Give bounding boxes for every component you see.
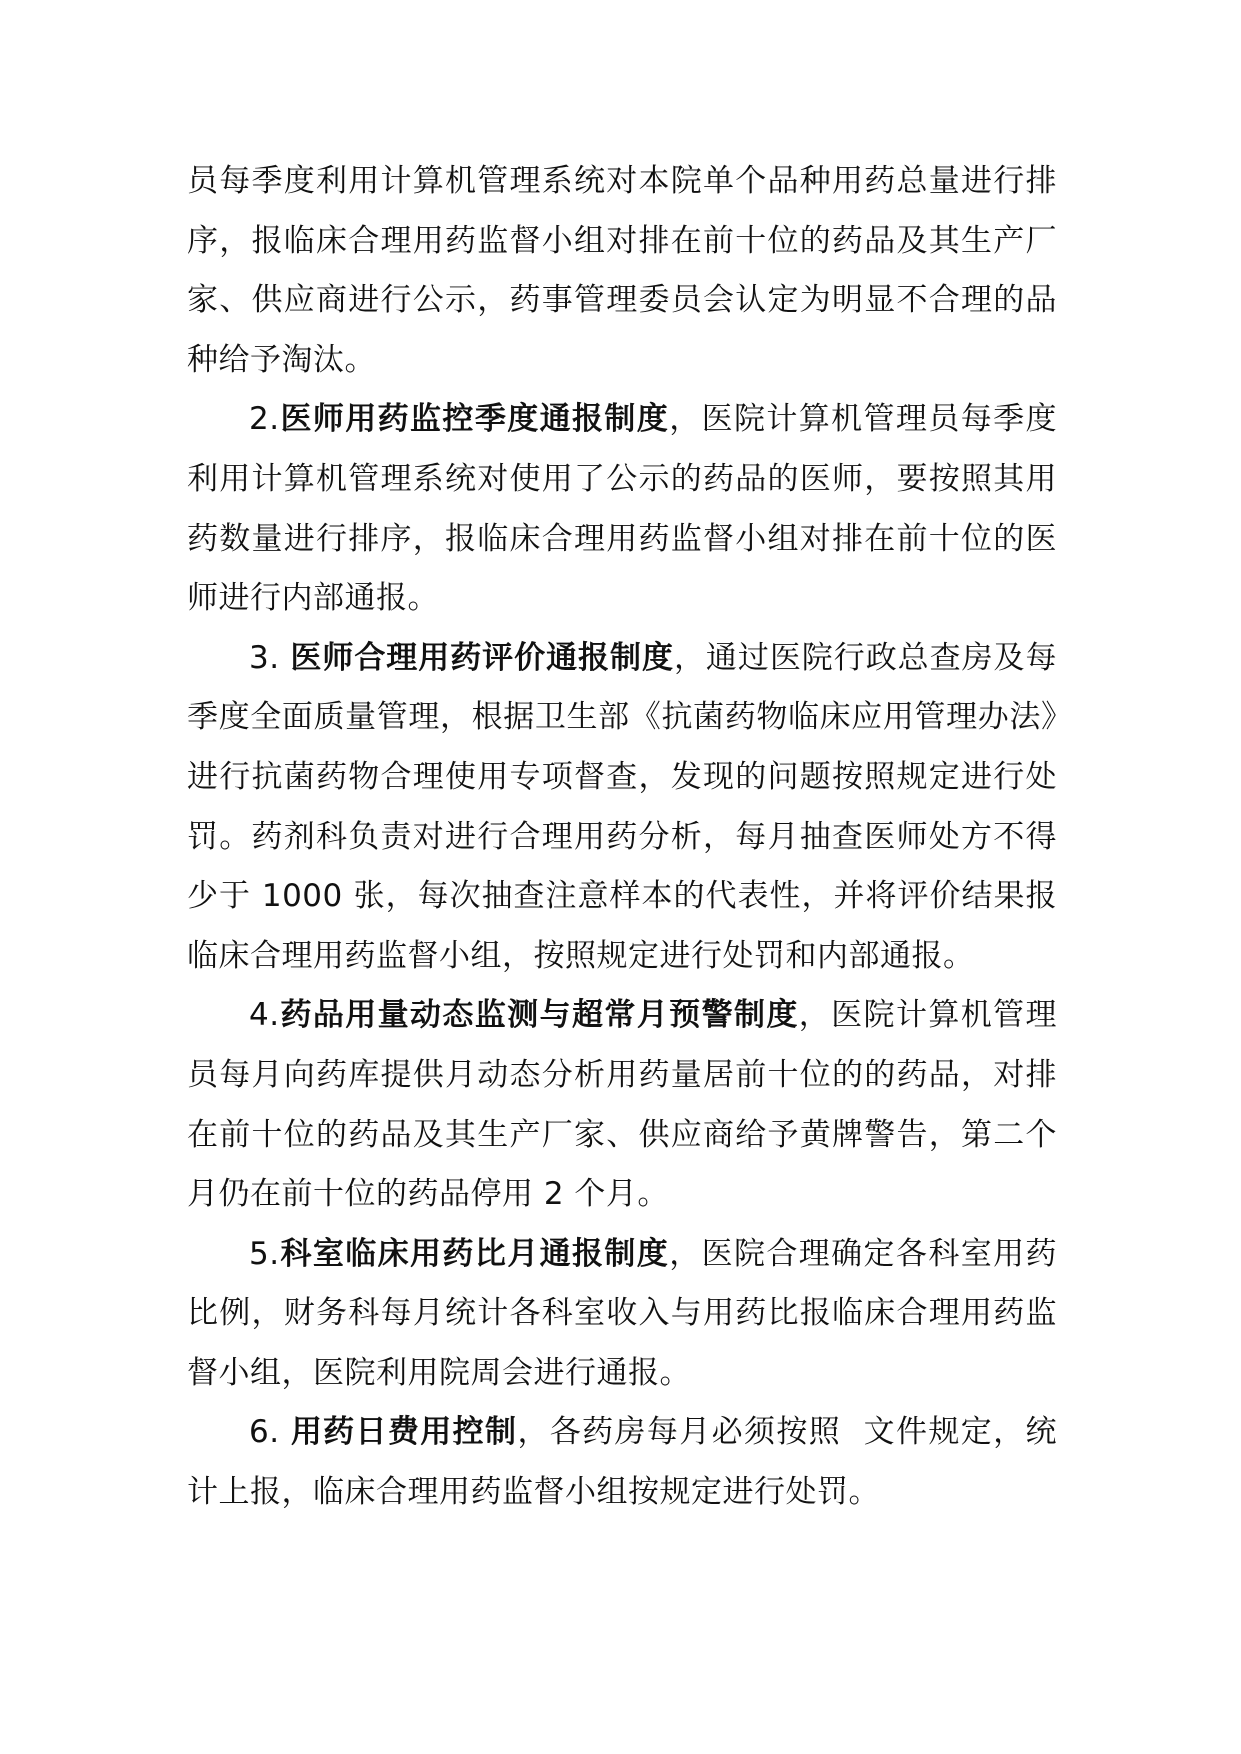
paragraph-2 [187,390,1057,628]
paragraph-text: ，医院计算机管理员每月向药库提供月动态分析用药量居前十位的的药品，对排在前十位的药品及其生产厂家、供应商给予黄牌警告，第二个月仍在前十位的药品停用 2 个月。 [187,997,1058,1213]
paragraph-text: ，医院计算机管理员每季度利用计算机管理系统对使用了公示的药品的医师，要按照其用药数量进行排序，报临床合理用药监督小组对排在前十位的医师进行内部通报。 [187,401,1058,617]
paragraph-number: 2. [249,401,280,438]
paragraph-heading: 用药日费用控制 [290,1414,518,1451]
paragraph-heading: 医师用药监控季度通报制度 [279,401,670,438]
paragraph-6 [187,1403,1057,1522]
paragraph-number: 4. [249,997,280,1034]
paragraph-heading: 医师合理用药评价通报制度 [290,639,674,676]
paragraph-heading: 药品用量动态监测与超常月预警制度 [279,997,799,1034]
paragraph-text: ，医院合理确定各科室用药比例，财务科每月统计各科室收入与用药比报临床合理用药监督小组，医院利用院周会进行通报。 [187,1235,1058,1391]
paragraph-number: 5. [249,1235,280,1272]
paragraph-text: 员每季度利用计算机管理系统对本院单个品种用药总量进行排序，报临床合理用药监督小组对排在前十位的药品及其生产厂家、供应商进行公示，药事管理委员会认定为明显不合理的品种给予淘汰。 [187,163,1057,378]
document-body [187,152,1057,1523]
paragraph-3 [187,629,1057,987]
paragraph-4 [187,986,1057,1224]
paragraph-text: ，通过医院行政总查房及每季度全面质量管理，根据卫生部《抗菌药物临床应用管理办法》进行抗菌药物合理使用专项督查，发现的问题按照规定进行处罚。药剂科负责对进行合理用药分析，每月抽查医师处方不得少于 1000 张，每次抽查注意样本的代表性，并将评价结果报临床合理用药监督小组，按照规定进行处罚和内部通报。 [187,639,1058,974]
paragraph-heading: 科室临床用药比月通报制度 [279,1235,670,1272]
paragraph-1 [187,152,1057,390]
paragraph-number: 3. [249,639,291,676]
paragraph-text: ，各药房每月必须按照 文件规定，统计上报，临床合理用药监督小组按规定进行处罚。 [187,1414,1057,1511]
paragraph-5 [187,1225,1057,1404]
paragraph-number: 6. [249,1414,291,1451]
